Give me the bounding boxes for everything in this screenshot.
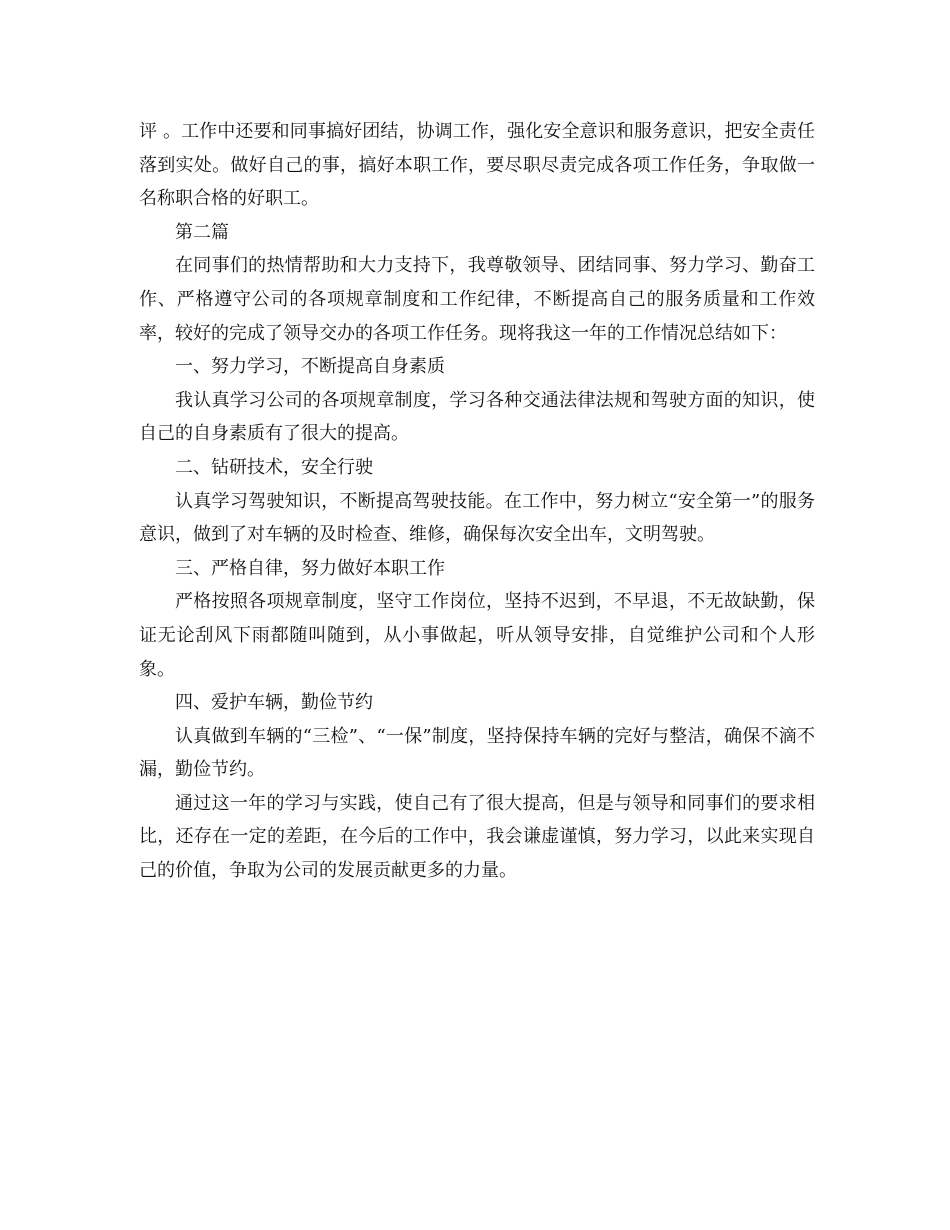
document-body — [139, 115, 815, 888]
paragraph-study: 我认真学习公司的各项规章制度，学习各种交通法律法规和驾驶方面的知识，使自己的自身素质有了很大的提高。 — [139, 389, 815, 445]
paragraph-technique: 认真学习驾驶知识，不断提高驾驶技能。在工作中，努力树立“安全第一”的服务意识，做到了对车辆的及时检查、维修，确保每次安全出车，文明驾驶。 — [139, 490, 815, 546]
paragraph-continuation: 评 。工作中还要和同事搞好团结，协调工作，强化安全意识和服务意识，把安全责任落到实处。做好自己的事，搞好本职工作，要尽职尽责完成各项工作任务，争取做一名称职合格的好职工。 — [139, 121, 815, 210]
heading-discipline: 三、严格自律，努力做好本职工作 — [175, 557, 445, 579]
paragraph-intro: 在同事们的热情帮助和大力支持下，我尊敬领导、团结同事、努力学习、勤奋工作、严格遵守公司的各项规章制度和工作纪律，不断提高自己的服务质量和工作效率，较好的完成了领导交办的各项工作任务。现将我这一年的工作情况总结如下： — [139, 255, 815, 344]
section-title-part-two: 第二篇 — [175, 221, 229, 243]
paragraph-vehicle-care: 认真做到车辆的“三检”、“一保”制度，坚持保持车辆的完好与整洁，确保不滴不漏，勤俭节约。 — [139, 725, 815, 781]
paragraph-conclusion: 通过这一年的学习与实践，使自己有了很大提高，但是与领导和同事们的要求相比，还存在一定的差距，在今后的工作中，我会谦虚谨慎，努力学习，以此来实现自己的价值，争取为公司的发展贡献更多的力量。 — [139, 792, 815, 882]
heading-technique: 二、钻研技术，安全行驶 — [175, 456, 373, 478]
heading-vehicle-care: 四、爱护车辆，勤俭节约 — [175, 692, 373, 714]
paragraph-discipline: 严格按照各项规章制度，坚守工作岗位，坚持不迟到，不早退，不无故缺勤，保证无论刮风下雨都随叫随到，从小事做起，听从领导安排，自觉维护公司和个人形象。 — [139, 591, 815, 680]
heading-study: 一、努力学习，不断提高自身素质 — [175, 356, 445, 378]
